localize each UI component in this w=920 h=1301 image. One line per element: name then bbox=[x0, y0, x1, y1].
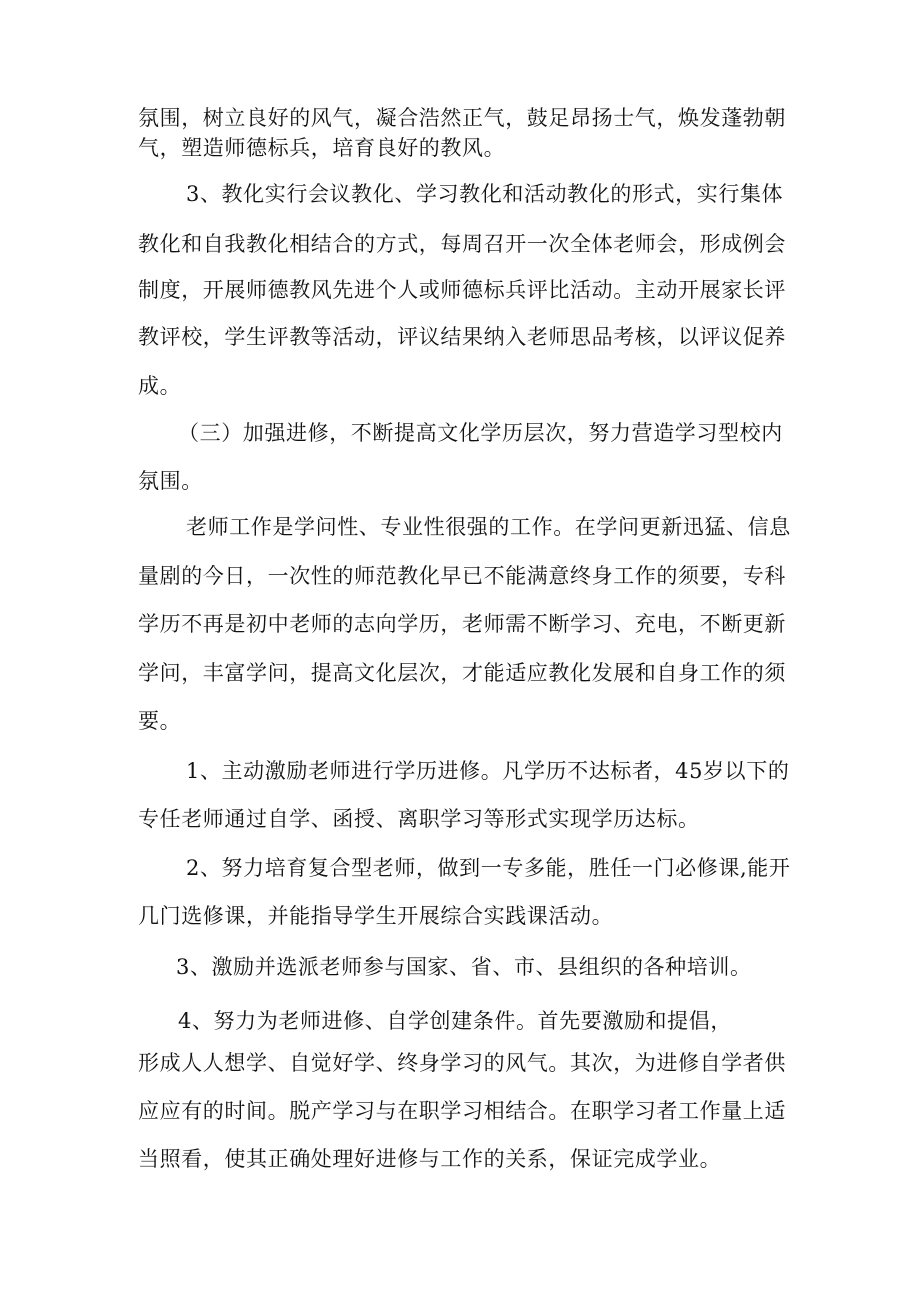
text-line: 要。 bbox=[138, 709, 182, 733]
text-line: 3、激励并选派老师参与国家、省、市、县组织的各种培训。 bbox=[176, 955, 752, 979]
text-line: 老师工作是学问性、专业性很强的工作。在学问更新迅猛、信息 bbox=[186, 515, 791, 539]
text-line: 2、努力培育复合型老师，做到一专多能，胜任一门必修课,能开 bbox=[186, 856, 791, 880]
text-line: 制度，开展师德教风先进个人或师德标兵评比活动。主动开展家长评 bbox=[138, 278, 786, 302]
text-line: 成。 bbox=[138, 374, 182, 398]
text-line: 形成人人想学、自觉好学、终身学习的风气。其次，为进修自学者供 bbox=[138, 1051, 786, 1075]
text-line: 氛围，树立良好的风气，凝合浩然正气，鼓足昂扬士气，焕发蓬勃朝 bbox=[138, 106, 786, 130]
text-line: 学问，丰富学问，提高文化层次，才能适应教化发展和自身工作的须 bbox=[138, 661, 786, 685]
section-heading: （三）加强进修，不断提高文化学历层次，努力营造学习型校内 bbox=[178, 421, 783, 445]
text-line: 1、主动激励老师进行学历进修。凡学历不达标者，45岁以下的 bbox=[186, 759, 790, 783]
text-line: 量剧的今日，一次性的师范教化早已不能满意终身工作的须要，专科 bbox=[138, 564, 786, 588]
text-line: 4、努力为老师进修、自学创建条件。首先要激励和提倡， bbox=[178, 1009, 732, 1033]
text-line: 3、教化实行会议教化、学习教化和活动教化的形式，实行集体 bbox=[186, 182, 784, 206]
text-line: 几门选修课，并能指导学生开展综合实践课活动。 bbox=[138, 904, 614, 928]
text-line: 教评校，学生评教等活动，评议结果纳入老师思品考核，以评议促养 bbox=[138, 325, 786, 349]
text-line: 当照看，使其正确处理好进修与工作的关系，保证完成学业。 bbox=[138, 1147, 722, 1171]
text-line: 学历不再是初中老师的志向学历，老师需不断学习、充电，不断更新 bbox=[138, 612, 786, 636]
text-line: 应应有的时间。脱产学习与在职学习相结合。在职学习者工作量上适 bbox=[138, 1099, 786, 1123]
text-line: 气，塑造师德标兵，培育良好的教风。 bbox=[138, 136, 506, 160]
text-line: 教化和自我教化相结合的方式，每周召开一次全体老师会，形成例会 bbox=[138, 232, 786, 256]
text-line: 氛围。 bbox=[138, 469, 203, 493]
text-line: 专任老师通过自学、函授、离职学习等形式实现学历达标。 bbox=[138, 807, 700, 831]
